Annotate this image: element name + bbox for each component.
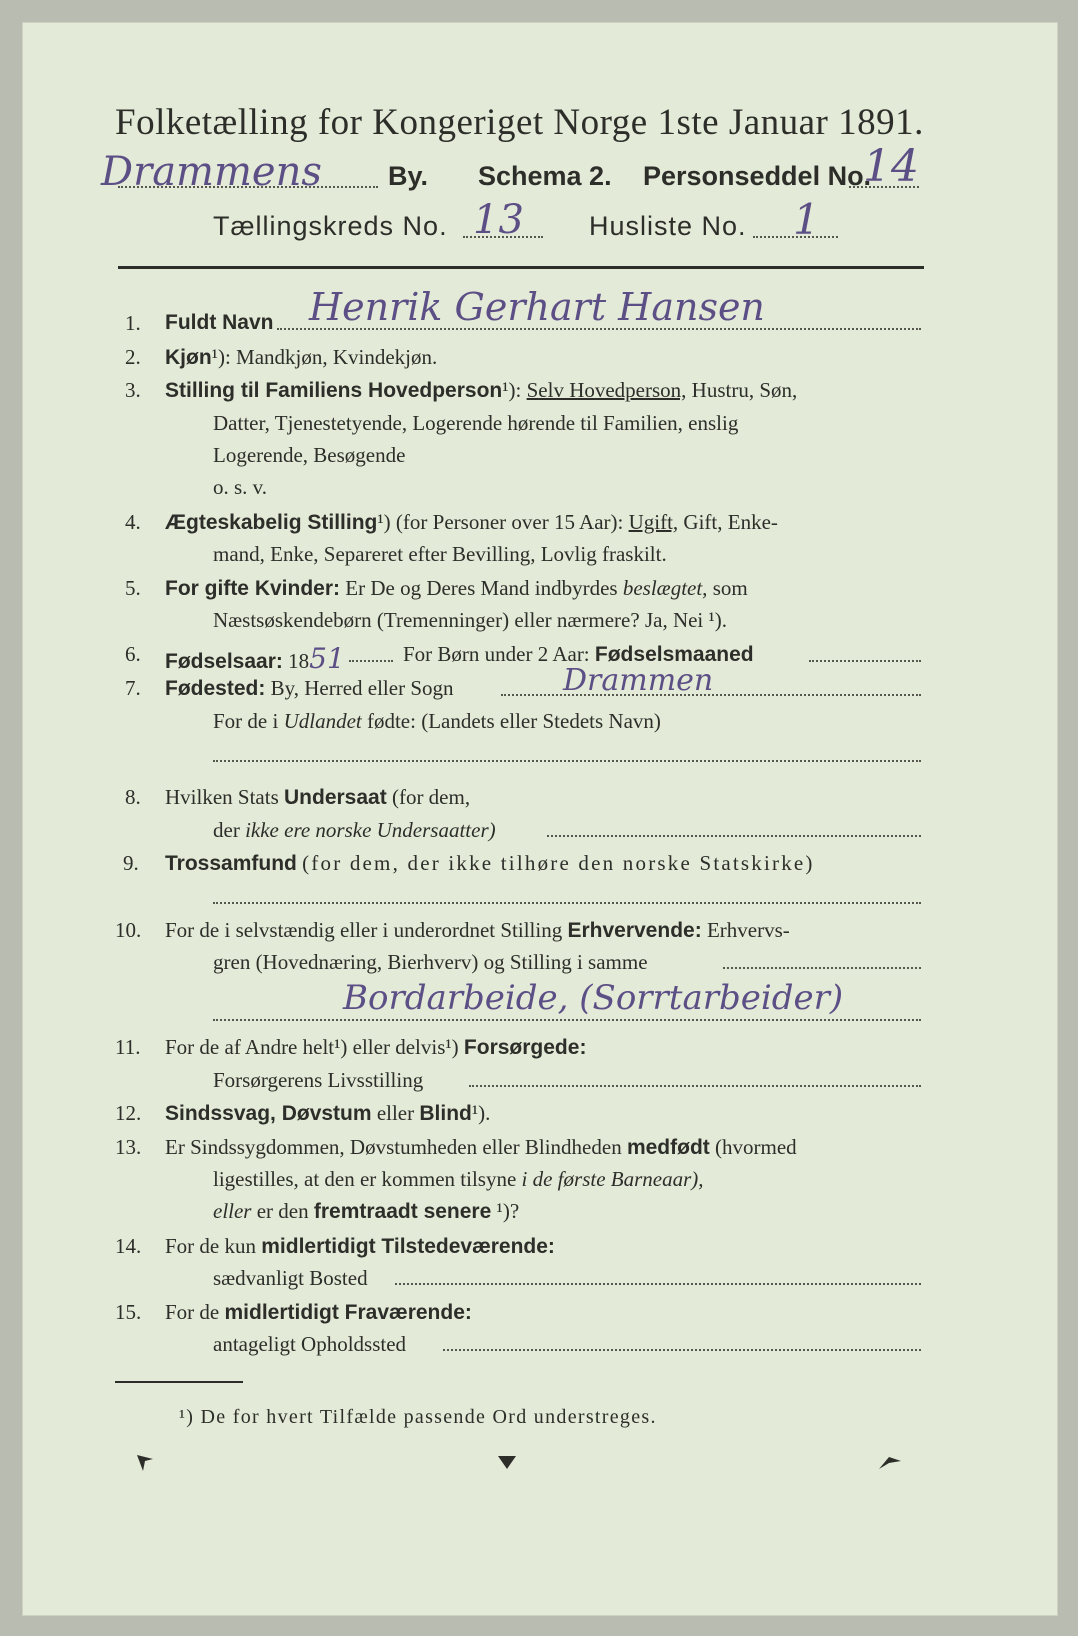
q8-label: Undersaat [284,786,387,809]
q8-line2-italic: ikke ere norske Undersaatter) [245,818,496,842]
q10-answer-dotline [213,1019,921,1021]
q7-label: Fødested: [165,677,266,700]
q1-number: 1. [125,311,141,335]
form-title: Folketælling for Kongeriget Norge 1ste Januar 1891. [115,102,924,143]
q15-number: 15. [115,1300,142,1324]
q7-line2-a: For de i [213,709,279,733]
q7-text: By, Herred eller Sogn [270,676,454,700]
q2-options: Mandkjøn, Kvindekjøn. [236,345,438,369]
q8-line2-a: der [213,818,240,842]
q6-text: For Børn under 2 Aar: [403,642,590,666]
footnote: ¹) De for hvert Tilfælde passende Ord understreges. [179,1406,657,1428]
q12-sup: ¹). [471,1101,491,1125]
q3-line2: Datter, Tjenestetyende, Logerende hørende til Familien, enslig [213,411,739,435]
q3-number: 3. [125,378,141,402]
q11-dotline [469,1085,921,1087]
q6-label: Fødselsaar: [165,650,283,673]
q10-answer: Bordarbeide, (Sorrtarbeider) [343,978,844,1018]
q10-text-a: For de i selvstændig eller i underordnet Stilling [165,918,563,942]
q4-pre: (for Personer over 15 Aar): [395,510,624,534]
q2-sup: ¹): [211,345,231,369]
q10-line2: gren (Hovednæring, Bierhverv) og Stilling i samme [213,950,648,974]
schema-label: Schema 2. [478,161,612,191]
q13-label: medfødt [626,1136,710,1159]
q14-text-a: For de kun [165,1234,256,1258]
personseddel-number: 14 [863,141,919,192]
husliste-label: Husliste No. [589,211,747,241]
q4-selected: Ugift, [628,510,679,534]
city-handwritten: Drammens [101,149,322,195]
q6-number: 6. [125,642,141,666]
q13-text-a: Er Sindssygdommen, Døvstumheden eller Blindheden [165,1135,622,1159]
census-form-page [22,22,1058,1616]
q13-number: 13. [115,1135,142,1159]
q4-sup: ¹) [377,510,391,534]
q8-dotline [547,835,921,837]
kreds-label: Tællingskreds No. [213,211,448,241]
q6-month-dotline [809,660,921,662]
q6-label2: Fødselsmaaned [594,643,754,666]
q5-end: som [712,576,748,600]
q7-answer: Drammen [563,663,714,698]
q2-number: 2. [125,345,141,369]
kreds-dotline [463,236,543,238]
q5-number: 5. [125,576,141,600]
q4-line2: mand, Enke, Separeret efter Bevilling, Lovlig fraskilt. [213,542,667,566]
q10-number: 10. [115,918,142,942]
q13-line3-b: ¹)? [496,1199,520,1223]
q2-label: Kjøn [165,346,212,369]
q15-line2: antageligt Opholdssted [213,1332,407,1356]
q13-line3-label: fremtraadt senere [313,1200,492,1223]
q11-text-a: For de af Andre helt¹) eller delvis¹) [165,1035,459,1059]
q13-line2-a: ligestilles, at den er kommen tilsyne [213,1167,517,1191]
q14-number: 14. [115,1234,142,1258]
q3-line4: o. s. v. [213,475,268,499]
q13-line3-a: er den [256,1199,309,1223]
q3-line3: Logerende, Besøgende [213,443,406,467]
personseddel-label: Personseddel No. [643,161,872,191]
q6-year-dotline [349,660,393,662]
q9-label: Trossamfund [165,852,297,875]
q5-label: For gifte Kvinder: [165,577,341,600]
q1-answer: Henrik Gerhart Hansen [309,285,765,329]
q11-label: Forsørgede: [463,1036,587,1059]
q3-label: Stilling til Familiens Hovedperson [165,379,503,402]
q9-number: 9. [123,851,139,875]
kreds-number: 13 [473,197,524,243]
city-dotline [118,186,378,188]
q11-number: 11. [115,1035,141,1059]
q6-year-prefix: 18 [288,649,310,673]
q14-label: midlertidigt Tilstedeværende: [261,1235,555,1258]
q7-line2-b: fødte: (Landets eller Stedets Navn) [366,709,661,733]
q10-label: Erhvervende: [567,919,702,942]
q15-text-a: For de [165,1300,220,1324]
q5-italic: beslægtet, [622,576,708,600]
q8-number: 8. [125,785,141,809]
q12-label-b: Blind [419,1102,472,1125]
corner-mark-right-icon [875,1451,905,1475]
q4-number: 4. [125,510,141,534]
q7-abroad-dotline [213,760,921,762]
q11-line2: Forsørgerens Livsstilling [213,1068,424,1092]
q4-rest: Gift, Enke- [683,510,778,534]
q13-text-b: (hvormed [715,1135,797,1159]
q8-text-a: Hvilken Stats [165,785,279,809]
q4-label: Ægteskabelig Stilling [165,511,378,534]
q8-text-b: (for dem, [391,785,471,809]
q13-line3-italic: eller [213,1199,252,1223]
q7-number: 7. [125,676,141,700]
q14-dotline [395,1283,921,1285]
corner-mark-left-icon [133,1451,157,1475]
q6-year-handwritten: 51 [309,642,345,675]
q10-line2-dotline [723,967,921,969]
q5-text: Er De og Deres Mand indbyrdes [345,576,618,600]
q5-line2: Næstsøskendebørn (Tremenninger) eller nærmere? Ja, Nei ¹). [213,608,728,632]
q1-dotline [277,328,921,330]
q13-line2-italic: i de første Barneaar), [521,1167,704,1191]
q15-label: midlertidigt Fraværende: [224,1301,472,1324]
q10-text-b: Erhvervs- [706,918,790,942]
arrow-down-mark-icon [495,1451,519,1475]
q12-label-a: Sindssvag, Døvstum [165,1102,372,1125]
q9-dotline [213,902,921,904]
footnote-rule [115,1381,243,1383]
q1-label: Fuldt Navn [165,311,274,334]
q15-dotline [443,1349,921,1351]
q3-sup: ¹): [502,378,522,402]
header-rule [118,266,924,269]
q7-line2-italic: Udlandet [283,709,362,733]
q9-text: (for dem, der ikke tilhøre den norske Statskirke) [302,851,815,875]
husliste-number: 1 [793,195,820,244]
q3-rest: Hustru, Søn, [691,378,798,402]
q3-selected: Selv Hovedperson, [526,378,687,402]
q12-number: 12. [115,1101,142,1125]
personseddel-dotline [849,186,919,188]
city-suffix: By. [388,161,429,191]
q14-line2: sædvanligt Bosted [213,1266,368,1290]
q7-dotline [501,694,921,696]
q12-text: eller [376,1101,415,1125]
husliste-dotline [753,236,838,238]
